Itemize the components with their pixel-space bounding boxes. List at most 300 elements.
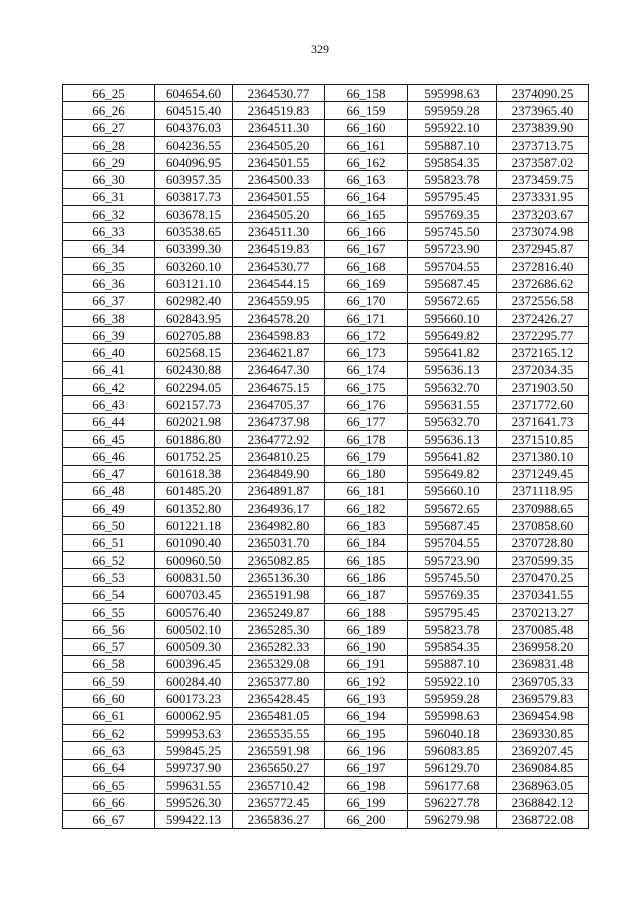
x-coordinate-left: 599631.55 <box>155 776 233 793</box>
y-coordinate-left: 2365710.42 <box>233 776 325 793</box>
x-coordinate-right: 595854.35 <box>408 638 497 655</box>
point-id-left: 66_50 <box>63 517 155 534</box>
point-id-right: 66_195 <box>325 724 408 741</box>
y-coordinate-left: 2364559.95 <box>233 292 325 309</box>
x-coordinate-right: 595795.45 <box>408 188 497 205</box>
point-id-left: 66_54 <box>63 586 155 603</box>
point-id-left: 66_30 <box>63 171 155 188</box>
point-id-right: 66_197 <box>325 759 408 776</box>
table-row <box>63 465 589 482</box>
table-row <box>63 776 589 793</box>
y-coordinate-left: 2364530.77 <box>233 257 325 274</box>
point-id-left: 66_61 <box>63 707 155 724</box>
y-coordinate-left: 2365282.33 <box>233 638 325 655</box>
x-coordinate-left: 603260.10 <box>155 257 233 274</box>
table-row <box>63 742 589 759</box>
x-coordinate-right: 595649.82 <box>408 465 497 482</box>
y-coordinate-left: 2364936.17 <box>233 500 325 517</box>
table-row <box>63 448 589 465</box>
table-row <box>63 379 589 396</box>
y-coordinate-right: 2369579.83 <box>497 690 589 707</box>
y-coordinate-left: 2364578.20 <box>233 309 325 326</box>
table-row <box>63 603 589 620</box>
y-coordinate-left: 2364544.15 <box>233 275 325 292</box>
x-coordinate-left: 599526.30 <box>155 794 233 811</box>
x-coordinate-left: 601485.20 <box>155 482 233 499</box>
x-coordinate-right: 595769.35 <box>408 586 497 603</box>
point-id-left: 66_51 <box>63 534 155 551</box>
point-id-left: 66_63 <box>63 742 155 759</box>
y-coordinate-right: 2372165.12 <box>497 344 589 361</box>
point-id-right: 66_172 <box>325 327 408 344</box>
y-coordinate-right: 2370728.80 <box>497 534 589 551</box>
x-coordinate-left: 600062.95 <box>155 707 233 724</box>
point-id-left: 66_67 <box>63 811 155 828</box>
x-coordinate-left: 604236.55 <box>155 136 233 153</box>
point-id-left: 66_52 <box>63 552 155 569</box>
table-row <box>63 85 589 102</box>
table-row <box>63 482 589 499</box>
x-coordinate-right: 595632.70 <box>408 413 497 430</box>
x-coordinate-right: 596177.68 <box>408 776 497 793</box>
x-coordinate-right: 595959.28 <box>408 102 497 119</box>
table-row <box>63 552 589 569</box>
point-id-left: 66_32 <box>63 206 155 223</box>
point-id-right: 66_198 <box>325 776 408 793</box>
table-row <box>63 690 589 707</box>
table-row <box>63 223 589 240</box>
y-coordinate-right: 2368722.08 <box>497 811 589 828</box>
y-coordinate-right: 2369330.85 <box>497 724 589 741</box>
point-id-right: 66_191 <box>325 655 408 672</box>
x-coordinate-right: 596040.18 <box>408 724 497 741</box>
point-id-left: 66_56 <box>63 621 155 638</box>
point-id-left: 66_26 <box>63 102 155 119</box>
table-row <box>63 102 589 119</box>
x-coordinate-right: 595631.55 <box>408 396 497 413</box>
y-coordinate-right: 2370085.48 <box>497 621 589 638</box>
y-coordinate-left: 2364621.87 <box>233 344 325 361</box>
x-coordinate-left: 601886.80 <box>155 430 233 447</box>
y-coordinate-right: 2373839.90 <box>497 119 589 136</box>
point-id-left: 66_45 <box>63 430 155 447</box>
point-id-right: 66_192 <box>325 673 408 690</box>
point-id-right: 66_161 <box>325 136 408 153</box>
x-coordinate-right: 595672.65 <box>408 500 497 517</box>
table-row <box>63 569 589 586</box>
x-coordinate-left: 600576.40 <box>155 603 233 620</box>
y-coordinate-right: 2371249.45 <box>497 465 589 482</box>
point-id-right: 66_185 <box>325 552 408 569</box>
y-coordinate-right: 2369207.45 <box>497 742 589 759</box>
x-coordinate-right: 595649.82 <box>408 327 497 344</box>
x-coordinate-left: 600960.50 <box>155 552 233 569</box>
point-id-right: 66_184 <box>325 534 408 551</box>
point-id-right: 66_178 <box>325 430 408 447</box>
x-coordinate-right: 595636.13 <box>408 430 497 447</box>
y-coordinate-right: 2368842.12 <box>497 794 589 811</box>
y-coordinate-right: 2369831.48 <box>497 655 589 672</box>
table-row <box>63 154 589 171</box>
point-id-right: 66_165 <box>325 206 408 223</box>
y-coordinate-right: 2371510.85 <box>497 430 589 447</box>
y-coordinate-right: 2371118.95 <box>497 482 589 499</box>
point-id-right: 66_171 <box>325 309 408 326</box>
y-coordinate-left: 2365591.98 <box>233 742 325 759</box>
point-id-left: 66_37 <box>63 292 155 309</box>
x-coordinate-left: 601352.80 <box>155 500 233 517</box>
x-coordinate-right: 595660.10 <box>408 482 497 499</box>
table-row <box>63 759 589 776</box>
y-coordinate-left: 2365191.98 <box>233 586 325 603</box>
x-coordinate-right: 596129.70 <box>408 759 497 776</box>
y-coordinate-right: 2373203.67 <box>497 206 589 223</box>
table-row <box>63 517 589 534</box>
point-id-left: 66_49 <box>63 500 155 517</box>
x-coordinate-right: 596279.98 <box>408 811 497 828</box>
x-coordinate-right: 595687.45 <box>408 275 497 292</box>
x-coordinate-right: 595660.10 <box>408 309 497 326</box>
y-coordinate-right: 2371641.73 <box>497 413 589 430</box>
table-row <box>63 500 589 517</box>
x-coordinate-left: 599737.90 <box>155 759 233 776</box>
point-id-right: 66_176 <box>325 396 408 413</box>
point-id-left: 66_41 <box>63 361 155 378</box>
point-id-left: 66_39 <box>63 327 155 344</box>
y-coordinate-left: 2365481.05 <box>233 707 325 724</box>
y-coordinate-right: 2369705.33 <box>497 673 589 690</box>
y-coordinate-right: 2373965.40 <box>497 102 589 119</box>
x-coordinate-right: 595887.10 <box>408 655 497 672</box>
y-coordinate-left: 2364598.83 <box>233 327 325 344</box>
x-coordinate-left: 600831.50 <box>155 569 233 586</box>
y-coordinate-left: 2364810.25 <box>233 448 325 465</box>
x-coordinate-left: 603957.35 <box>155 171 233 188</box>
table-row <box>63 119 589 136</box>
y-coordinate-right: 2373074.98 <box>497 223 589 240</box>
y-coordinate-left: 2364505.20 <box>233 206 325 223</box>
x-coordinate-left: 600703.45 <box>155 586 233 603</box>
point-id-right: 66_168 <box>325 257 408 274</box>
point-id-right: 66_164 <box>325 188 408 205</box>
y-coordinate-right: 2370858.60 <box>497 517 589 534</box>
table-row <box>63 309 589 326</box>
y-coordinate-left: 2365249.87 <box>233 603 325 620</box>
x-coordinate-left: 602157.73 <box>155 396 233 413</box>
y-coordinate-right: 2369454.98 <box>497 707 589 724</box>
page-number: 329 <box>311 42 329 56</box>
x-coordinate-right: 595823.78 <box>408 171 497 188</box>
point-id-right: 66_183 <box>325 517 408 534</box>
y-coordinate-right: 2370470.25 <box>497 569 589 586</box>
x-coordinate-right: 595854.35 <box>408 154 497 171</box>
x-coordinate-right: 595998.63 <box>408 707 497 724</box>
point-id-right: 66_158 <box>325 85 408 102</box>
table-row <box>63 361 589 378</box>
x-coordinate-left: 602294.05 <box>155 379 233 396</box>
x-coordinate-left: 603678.15 <box>155 206 233 223</box>
x-coordinate-right: 595636.13 <box>408 361 497 378</box>
x-coordinate-right: 596227.78 <box>408 794 497 811</box>
point-id-left: 66_38 <box>63 309 155 326</box>
point-id-left: 66_43 <box>63 396 155 413</box>
x-coordinate-right: 595922.10 <box>408 673 497 690</box>
y-coordinate-left: 2364737.98 <box>233 413 325 430</box>
y-coordinate-right: 2372686.62 <box>497 275 589 292</box>
point-id-left: 66_27 <box>63 119 155 136</box>
y-coordinate-left: 2364500.33 <box>233 171 325 188</box>
y-coordinate-right: 2371380.10 <box>497 448 589 465</box>
y-coordinate-right: 2370599.35 <box>497 552 589 569</box>
point-id-right: 66_181 <box>325 482 408 499</box>
x-coordinate-left: 602982.40 <box>155 292 233 309</box>
x-coordinate-left: 601221.18 <box>155 517 233 534</box>
point-id-left: 66_55 <box>63 603 155 620</box>
y-coordinate-left: 2365285.30 <box>233 621 325 638</box>
point-id-left: 66_47 <box>63 465 155 482</box>
table-row <box>63 136 589 153</box>
point-id-left: 66_25 <box>63 85 155 102</box>
y-coordinate-left: 2365082.85 <box>233 552 325 569</box>
point-id-right: 66_166 <box>325 223 408 240</box>
y-coordinate-right: 2373331.95 <box>497 188 589 205</box>
point-id-right: 66_173 <box>325 344 408 361</box>
y-coordinate-left: 2365031.70 <box>233 534 325 551</box>
y-coordinate-right: 2370213.27 <box>497 603 589 620</box>
point-id-left: 66_42 <box>63 379 155 396</box>
y-coordinate-left: 2365329.08 <box>233 655 325 672</box>
point-id-right: 66_182 <box>325 500 408 517</box>
y-coordinate-right: 2373713.75 <box>497 136 589 153</box>
y-coordinate-left: 2364647.30 <box>233 361 325 378</box>
y-coordinate-left: 2364530.77 <box>233 85 325 102</box>
y-coordinate-right: 2372295.77 <box>497 327 589 344</box>
point-id-right: 66_180 <box>325 465 408 482</box>
point-id-left: 66_40 <box>63 344 155 361</box>
x-coordinate-left: 600173.23 <box>155 690 233 707</box>
x-coordinate-right: 595998.63 <box>408 85 497 102</box>
point-id-right: 66_175 <box>325 379 408 396</box>
x-coordinate-left: 601090.40 <box>155 534 233 551</box>
point-id-left: 66_44 <box>63 413 155 430</box>
x-coordinate-left: 604376.03 <box>155 119 233 136</box>
y-coordinate-right: 2373587.02 <box>497 154 589 171</box>
point-id-right: 66_179 <box>325 448 408 465</box>
y-coordinate-left: 2364519.83 <box>233 102 325 119</box>
x-coordinate-left: 603121.10 <box>155 275 233 292</box>
point-id-right: 66_193 <box>325 690 408 707</box>
point-id-left: 66_48 <box>63 482 155 499</box>
y-coordinate-left: 2364519.83 <box>233 240 325 257</box>
point-id-right: 66_190 <box>325 638 408 655</box>
x-coordinate-right: 595632.70 <box>408 379 497 396</box>
point-id-left: 66_33 <box>63 223 155 240</box>
y-coordinate-right: 2371903.50 <box>497 379 589 396</box>
point-id-right: 66_159 <box>325 102 408 119</box>
x-coordinate-left: 602021.98 <box>155 413 233 430</box>
y-coordinate-left: 2364501.55 <box>233 154 325 171</box>
y-coordinate-left: 2365377.80 <box>233 673 325 690</box>
point-id-right: 66_200 <box>325 811 408 828</box>
y-coordinate-right: 2370988.65 <box>497 500 589 517</box>
x-coordinate-left: 602843.95 <box>155 309 233 326</box>
x-coordinate-left: 604096.95 <box>155 154 233 171</box>
x-coordinate-left: 600502.10 <box>155 621 233 638</box>
y-coordinate-left: 2364772.92 <box>233 430 325 447</box>
x-coordinate-left: 599953.63 <box>155 724 233 741</box>
table-row <box>63 655 589 672</box>
x-coordinate-right: 596083.85 <box>408 742 497 759</box>
coordinates-table-body <box>63 85 589 829</box>
x-coordinate-left: 601618.38 <box>155 465 233 482</box>
y-coordinate-left: 2364982.80 <box>233 517 325 534</box>
table-row <box>63 794 589 811</box>
table-row <box>63 206 589 223</box>
y-coordinate-right: 2372426.27 <box>497 309 589 326</box>
point-id-right: 66_188 <box>325 603 408 620</box>
y-coordinate-left: 2364675.15 <box>233 379 325 396</box>
x-coordinate-left: 602568.15 <box>155 344 233 361</box>
x-coordinate-left: 603538.65 <box>155 223 233 240</box>
table-row <box>63 171 589 188</box>
point-id-right: 66_174 <box>325 361 408 378</box>
table-row <box>63 638 589 655</box>
x-coordinate-left: 599422.13 <box>155 811 233 828</box>
table-row <box>63 396 589 413</box>
point-id-left: 66_65 <box>63 776 155 793</box>
x-coordinate-right: 595704.55 <box>408 257 497 274</box>
point-id-right: 66_167 <box>325 240 408 257</box>
y-coordinate-right: 2372556.58 <box>497 292 589 309</box>
table-row <box>63 292 589 309</box>
y-coordinate-left: 2365650.27 <box>233 759 325 776</box>
x-coordinate-right: 595704.55 <box>408 534 497 551</box>
y-coordinate-right: 2372034.35 <box>497 361 589 378</box>
point-id-left: 66_59 <box>63 673 155 690</box>
table-row <box>63 327 589 344</box>
table-row <box>63 621 589 638</box>
x-coordinate-right: 595795.45 <box>408 603 497 620</box>
y-coordinate-left: 2365836.27 <box>233 811 325 828</box>
point-id-right: 66_162 <box>325 154 408 171</box>
x-coordinate-left: 599845.25 <box>155 742 233 759</box>
point-id-left: 66_62 <box>63 724 155 741</box>
y-coordinate-left: 2364501.55 <box>233 188 325 205</box>
y-coordinate-right: 2368963.05 <box>497 776 589 793</box>
x-coordinate-right: 595887.10 <box>408 136 497 153</box>
coordinates-table <box>62 84 589 829</box>
table-row <box>63 707 589 724</box>
point-id-right: 66_169 <box>325 275 408 292</box>
x-coordinate-right: 595922.10 <box>408 119 497 136</box>
point-id-left: 66_60 <box>63 690 155 707</box>
y-coordinate-left: 2364705.37 <box>233 396 325 413</box>
x-coordinate-right: 595723.90 <box>408 552 497 569</box>
point-id-left: 66_29 <box>63 154 155 171</box>
y-coordinate-left: 2365772.45 <box>233 794 325 811</box>
x-coordinate-right: 595745.50 <box>408 569 497 586</box>
y-coordinate-left: 2364511.30 <box>233 119 325 136</box>
point-id-right: 66_194 <box>325 707 408 724</box>
y-coordinate-left: 2365428.45 <box>233 690 325 707</box>
y-coordinate-right: 2369958.20 <box>497 638 589 655</box>
point-id-right: 66_186 <box>325 569 408 586</box>
y-coordinate-right: 2369084.85 <box>497 759 589 776</box>
point-id-left: 66_64 <box>63 759 155 776</box>
x-coordinate-left: 600284.40 <box>155 673 233 690</box>
x-coordinate-right: 595641.82 <box>408 344 497 361</box>
point-id-right: 66_187 <box>325 586 408 603</box>
x-coordinate-right: 595959.28 <box>408 690 497 707</box>
x-coordinate-right: 595672.65 <box>408 292 497 309</box>
point-id-left: 66_46 <box>63 448 155 465</box>
point-id-left: 66_31 <box>63 188 155 205</box>
y-coordinate-left: 2364511.30 <box>233 223 325 240</box>
table-row <box>63 257 589 274</box>
y-coordinate-left: 2365136.30 <box>233 569 325 586</box>
x-coordinate-left: 602430.88 <box>155 361 233 378</box>
table-row <box>63 811 589 828</box>
x-coordinate-right: 595641.82 <box>408 448 497 465</box>
y-coordinate-left: 2364505.20 <box>233 136 325 153</box>
y-coordinate-right: 2372816.40 <box>497 257 589 274</box>
y-coordinate-right: 2374090.25 <box>497 85 589 102</box>
x-coordinate-right: 595823.78 <box>408 621 497 638</box>
x-coordinate-left: 603399.30 <box>155 240 233 257</box>
table-row <box>63 724 589 741</box>
y-coordinate-left: 2365535.55 <box>233 724 325 741</box>
point-id-right: 66_160 <box>325 119 408 136</box>
table-row <box>63 188 589 205</box>
point-id-left: 66_35 <box>63 257 155 274</box>
x-coordinate-left: 602705.88 <box>155 327 233 344</box>
x-coordinate-right: 595687.45 <box>408 517 497 534</box>
x-coordinate-left: 603817.73 <box>155 188 233 205</box>
y-coordinate-right: 2371772.60 <box>497 396 589 413</box>
x-coordinate-left: 604654.60 <box>155 85 233 102</box>
table-row <box>63 534 589 551</box>
y-coordinate-left: 2364891.87 <box>233 482 325 499</box>
point-id-left: 66_36 <box>63 275 155 292</box>
point-id-left: 66_66 <box>63 794 155 811</box>
point-id-left: 66_57 <box>63 638 155 655</box>
point-id-right: 66_177 <box>325 413 408 430</box>
y-coordinate-left: 2364849.90 <box>233 465 325 482</box>
table-row <box>63 673 589 690</box>
point-id-right: 66_199 <box>325 794 408 811</box>
table-row <box>63 275 589 292</box>
x-coordinate-left: 600396.45 <box>155 655 233 672</box>
table-row <box>63 586 589 603</box>
y-coordinate-right: 2373459.75 <box>497 171 589 188</box>
x-coordinate-left: 601752.25 <box>155 448 233 465</box>
table-row <box>63 430 589 447</box>
point-id-right: 66_170 <box>325 292 408 309</box>
point-id-left: 66_34 <box>63 240 155 257</box>
table-row <box>63 344 589 361</box>
table-row <box>63 413 589 430</box>
x-coordinate-right: 595769.35 <box>408 206 497 223</box>
point-id-right: 66_196 <box>325 742 408 759</box>
x-coordinate-left: 600509.30 <box>155 638 233 655</box>
point-id-left: 66_58 <box>63 655 155 672</box>
y-coordinate-right: 2372945.87 <box>497 240 589 257</box>
x-coordinate-right: 595723.90 <box>408 240 497 257</box>
point-id-left: 66_28 <box>63 136 155 153</box>
table-row <box>63 240 589 257</box>
point-id-left: 66_53 <box>63 569 155 586</box>
point-id-right: 66_189 <box>325 621 408 638</box>
